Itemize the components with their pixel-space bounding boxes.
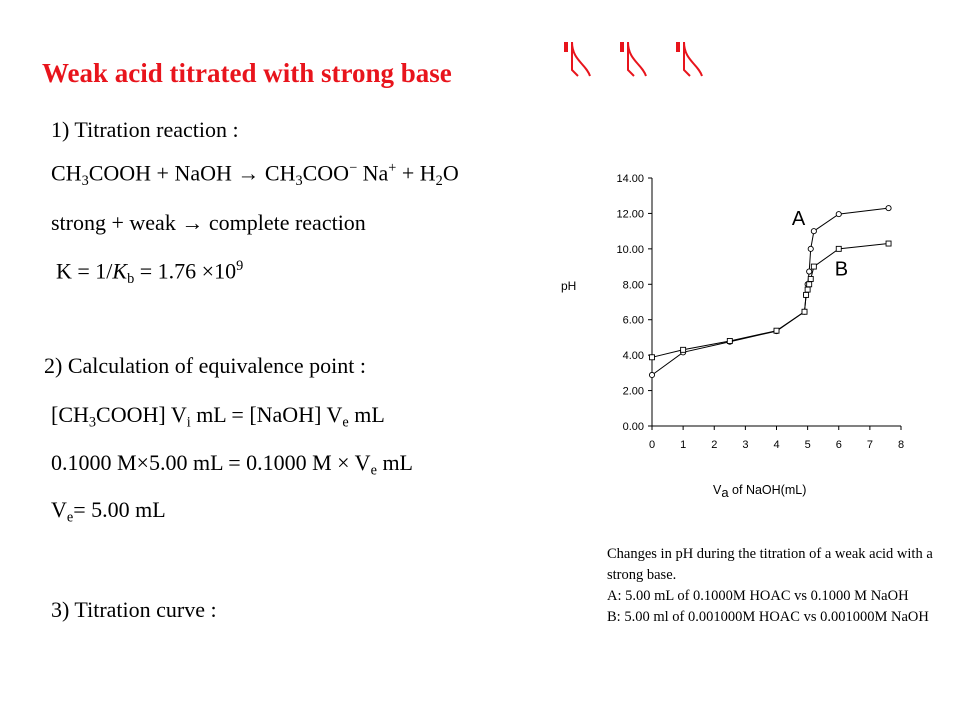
k-text: = 1.76 ×10	[134, 258, 237, 284]
y-tick-label: 10.00	[616, 243, 644, 256]
eq-subscript: 3	[295, 172, 303, 189]
tick-mark-icon	[676, 42, 702, 76]
equivalence-equation-1	[51, 402, 385, 431]
y-tick-label: 6.00	[622, 314, 644, 327]
tick-mark-icon	[620, 42, 646, 76]
eq-text: O	[442, 160, 459, 186]
eq-text: Na	[357, 160, 389, 186]
data-point-square	[807, 282, 812, 287]
data-point-square	[727, 338, 732, 343]
eq-subscript: e	[342, 414, 349, 431]
eq-text: V	[51, 497, 67, 522]
eq-subscript: 2	[435, 172, 443, 189]
chart-ticks	[616, 173, 904, 451]
data-point-circle	[836, 212, 841, 217]
data-point-circle	[808, 246, 813, 251]
x-tick-label: 0	[648, 439, 656, 451]
data-point-square	[804, 292, 809, 297]
eq-text: CH	[259, 160, 296, 186]
y-tick-label: 4.00	[622, 350, 644, 363]
x-tick-label: 2	[711, 439, 718, 451]
tick-mark-icon	[564, 42, 590, 76]
eq-superscript: −	[349, 160, 358, 176]
x-tick-label: 1	[680, 439, 687, 451]
data-point-square	[836, 246, 841, 251]
x-axis-label-rest: of NaOH(mL)	[728, 483, 807, 497]
figure-caption	[607, 544, 937, 628]
chart-axes	[652, 178, 901, 426]
eq-subscript: 3	[88, 414, 97, 431]
caption-line: A: 5.00 mL of 0.1000M HOAC vs 0.1000 M NaOH	[607, 588, 909, 604]
y-axis-label: pH	[561, 279, 577, 293]
eq-text: mL = [NaOH] V	[190, 402, 343, 427]
k-subscript: b	[127, 270, 135, 287]
data-point-square	[811, 264, 816, 269]
eq-subscript: e	[66, 509, 74, 526]
equilibrium-constant	[56, 258, 243, 288]
chart-series-layer	[649, 206, 891, 378]
eq-text: mL	[348, 402, 385, 427]
x-tick-label: 5	[804, 439, 811, 451]
series-B	[650, 241, 892, 360]
k-symbol: K	[112, 258, 128, 284]
eq-subscript: e	[370, 462, 377, 479]
data-point-square	[808, 276, 813, 281]
x-axis-label-main: V	[713, 483, 722, 497]
x-axis-label-sub: a	[721, 485, 729, 500]
k-text: K = 1/	[56, 258, 113, 284]
eq-text: mL	[376, 450, 413, 475]
series-line	[652, 244, 889, 358]
strength-statement	[51, 210, 366, 236]
eq-subscript: 3	[81, 172, 89, 189]
titration-curve-chart	[548, 158, 918, 503]
eq-text: COOH + NaOH	[88, 160, 238, 186]
titration-reaction-equation	[51, 160, 459, 190]
eq-text: = 5.00 mL	[73, 497, 166, 522]
strength-text: strong + weak	[51, 210, 182, 235]
eq-superscript: +	[388, 160, 397, 176]
data-point-circle	[811, 229, 816, 234]
data-point-circle	[886, 206, 891, 211]
data-point-square	[774, 328, 779, 333]
data-point-square	[681, 347, 686, 352]
caption-line: Changes in pH during the titration of a weak acid with a strong base.	[607, 546, 933, 583]
x-tick-label: 4	[773, 439, 780, 451]
y-tick-label: 14.00	[616, 173, 644, 185]
strength-text: complete reaction	[203, 210, 366, 235]
data-point-square	[650, 355, 655, 360]
series-label: B	[834, 258, 849, 281]
x-tick-label: 6	[835, 439, 842, 451]
data-point-square	[802, 309, 807, 314]
equivalence-equation-2	[51, 450, 413, 479]
eq-text: COO	[302, 160, 350, 186]
data-point-circle	[807, 269, 812, 274]
eq-subscript: i	[186, 414, 191, 431]
page-title: Weak acid titrated with strong base	[42, 58, 452, 88]
right-arrow-icon: →	[237, 160, 260, 186]
eq-text: 0.1000 M×5.00 mL = 0.1000 M × V	[51, 450, 371, 475]
eq-text: + H	[396, 160, 436, 186]
eq-text: CH	[51, 160, 82, 186]
data-point-square	[805, 287, 810, 292]
x-tick-label: 7	[866, 439, 873, 451]
section1-heading: 1) Titration reaction :	[51, 117, 239, 142]
y-tick-label: 8.00	[622, 279, 644, 292]
y-tick-label: 12.00	[616, 208, 644, 221]
y-tick-label: 2.00	[622, 385, 644, 398]
data-point-square	[886, 241, 891, 246]
equivalence-result	[51, 497, 166, 526]
k-superscript: 9	[236, 258, 244, 274]
right-arrow-icon: →	[181, 210, 204, 235]
y-tick-label: 0.00	[622, 421, 644, 433]
series-line	[652, 208, 889, 375]
x-tick-label: 3	[742, 439, 749, 451]
section3-heading: 3) Titration curve :	[51, 597, 217, 622]
eq-text: [CH	[51, 402, 89, 427]
x-axis-label	[713, 483, 806, 500]
x-tick-label: 8	[897, 439, 905, 451]
section2-heading: 2) Calculation of equivalence point :	[44, 353, 366, 378]
data-point-circle	[649, 372, 654, 377]
series-label: A	[791, 208, 806, 231]
decoration-group	[562, 40, 722, 80]
caption-line: B: 5.00 ml of 0.001000M HOAC vs 0.001000M NaOH	[607, 609, 929, 625]
eq-text: COOH] V	[96, 402, 187, 427]
